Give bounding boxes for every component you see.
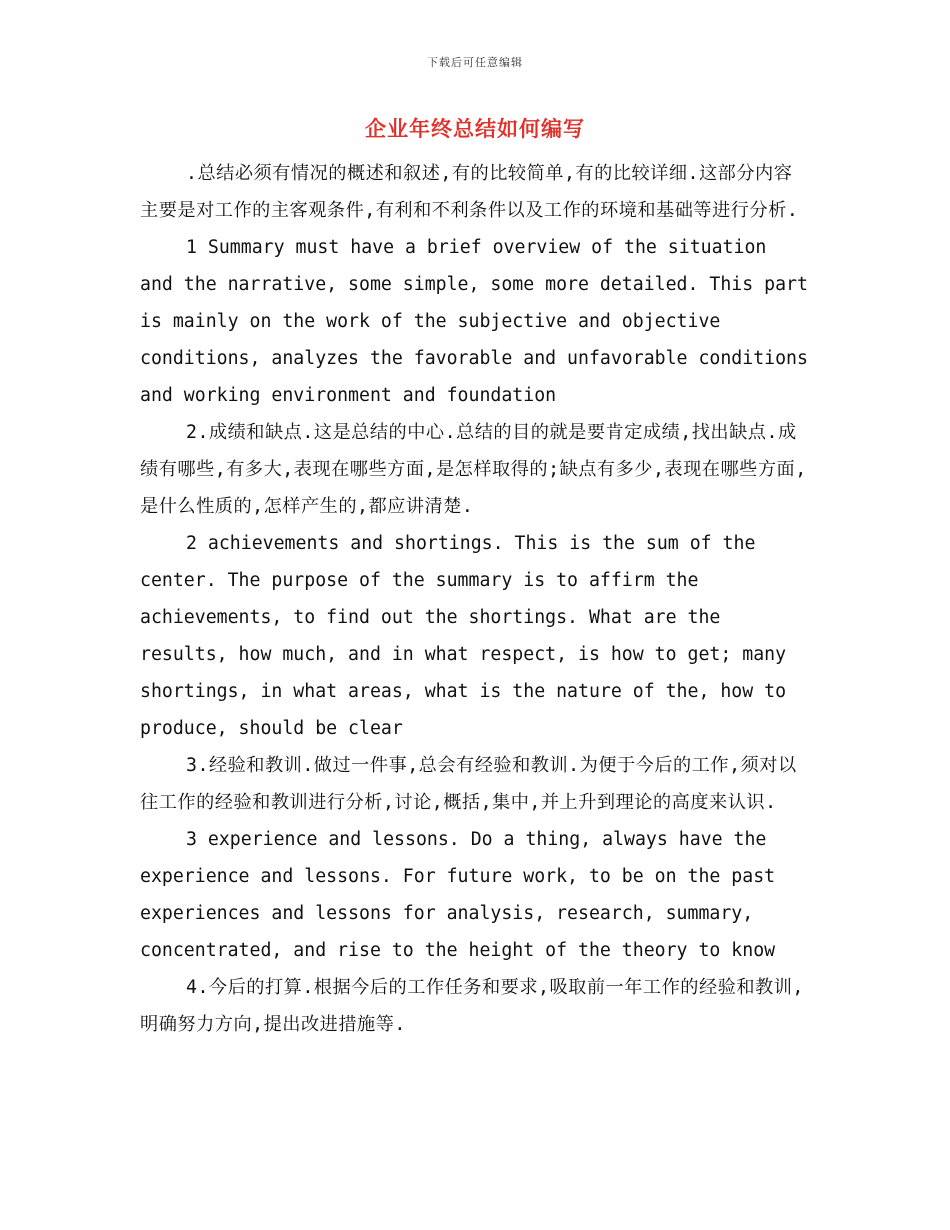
document-body	[140, 155, 810, 1043]
paragraph-zh-1: .总结必须有情况的概述和叙述,有的比较简单,有的比较详细.这部分内容主要是对工作的主客观条件,有利和不利条件以及工作的环境和基础等进行分析.	[140, 163, 799, 221]
paragraph-en-3: 3 experience and lessons. Do a thing, always have the experience and lessons. For future work, to be on the past experiences and lessons for analysis, research, summary, concentrated, and rise to the height of the theory to know	[140, 829, 776, 961]
document-title: 企业年终总结如何编写	[365, 117, 585, 141]
paragraph-en-1: 1 Summary must have a brief overview of the situation and the narrative, some simple, some more detailed. This part is mainly on the work of the subjective and objective conditions, analyzes the favorable and unfavorable conditions and working environment and foundation	[140, 237, 808, 406]
paragraph-en-2: 2 achievements and shortings. This is the sum of the center. The purpose of the summary is to affirm the achievements, to find out the shortings. What are the results, how much, and in what respect, is how to get; many shortings, in what areas, what is the nature of the, how to produce, should be clear	[140, 533, 787, 739]
header-note: 下载后可任意编辑	[427, 56, 523, 69]
paragraph-zh-4: 4.今后的打算.根据今后的工作任务和要求,吸取前一年工作的经验和教训,明确努力方向,提出改进措施等.	[140, 977, 804, 1035]
paragraph-zh-2: 2.成绩和缺点.这是总结的中心.总结的目的就是要肯定成绩,找出缺点.成绩有哪些,有多大,表现在哪些方面,是怎样取得的;缺点有多少,表现在哪些方面,是什么性质的,怎样产生的,都应讲清楚.	[140, 422, 807, 517]
paragraph-zh-3: 3.经验和教训.做过一件事,总会有经验和教训.为便于今后的工作,须对以往工作的经验和教训进行分析,讨论,概括,集中,并上升到理论的高度来认识.	[140, 755, 797, 813]
